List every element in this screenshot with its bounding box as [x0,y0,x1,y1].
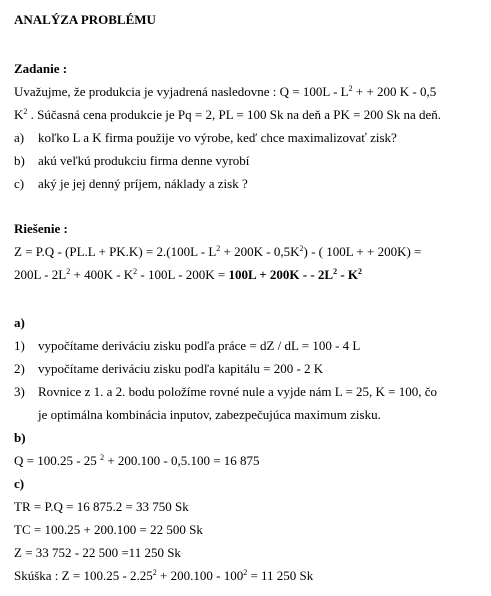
question-text: aký je jej denný príjem, náklady a zisk ? [38,176,248,191]
item-number: 3) [14,384,25,399]
part-b-text-a: Q = 100.25 - 25 [14,453,101,468]
item-number: 2) [14,361,25,376]
profit-function-bold-1: 100L + 200K - - 2L [228,267,334,282]
total-cost-line: TC = 100.25 + 200.100 = 22 500 Sk [14,522,203,537]
question-c [14,176,248,192]
item-text: Rovnice z 1. a 2. bodu položíme rovné nule a vyjde nám L = 25, K = 100, čo [38,384,438,399]
exponent: 2 [23,107,28,116]
exponent: 2 [133,267,138,276]
question-text: koľko L a K firma použije vo výrobe, keď chce maximalizovať zisk? [38,130,397,145]
exponent: 2 [216,244,221,253]
zadanie-text-1b: + + 200 K - 0,5 [352,84,437,99]
question-number: c) [14,176,25,191]
profit-function-bold-2: - K [337,267,359,282]
exponent: 2 [299,244,304,253]
part-b-equation [14,453,260,469]
zadanie-text-line-1 [14,84,436,100]
total-revenue-line: TR = P.Q = 16 875.2 = 33 750 Sk [14,499,189,514]
check-text-c: = 11 250 Sk [247,568,314,583]
part-c-heading: c) [14,476,25,491]
item-text: vypočítame deriváciu zisku podľa práce = dZ / dL = 100 - 4 L [38,338,361,353]
exponent: 2 [348,84,353,93]
riesenie-2b: + 400K - K [70,267,134,282]
part-b-heading: b) [14,430,26,445]
riesenie-1c: ) - ( 100L + + 200K) = [303,244,422,259]
zadanie-heading: Zadanie : [14,61,68,76]
zadanie-text-1: Uvažujme, že produkcia je vyjadrená nasledovne : Q = 100L - L [14,84,349,99]
riesenie-2a: 200L - 2L [14,267,67,282]
riesenie-line-1 [14,244,421,260]
question-b [14,153,249,169]
zadanie-text-2b: . Súčasná cena produkcie je Pq = 2, PL = 100 Sk na deň a PK = 200 Sk na deň. [27,107,442,122]
riesenie-1b: + 200K - 0,5K [220,244,300,259]
riesenie-heading: Riešenie : [14,221,68,236]
item-number: 1) [14,338,25,353]
riesenie-2c: - 100L - 200K = [137,267,229,282]
zadanie-text-2a: K [14,107,24,122]
zadanie-text-line-2 [14,107,441,123]
exponent: 2 [333,267,338,276]
riesenie-line-2 [14,267,362,283]
exponent: 2 [358,267,363,276]
part-a-item-3 [14,384,437,400]
exponent: 2 [152,568,157,577]
page-title: ANALÝZA PROBLÉMU [14,12,156,27]
item-text: vypočítame deriváciu zisku podľa kapitálu = 200 - 2 K [38,361,324,376]
exponent: 2 [66,267,71,276]
part-a-item-3-continuation: je optimálna kombinácia inputov, zabezpečujúca maximum zisku. [38,407,381,422]
check-line [14,568,313,584]
question-number: a) [14,130,25,145]
question-text: akú veľkú produkciu firma denne vyrobí [38,153,250,168]
part-a-heading: a) [14,315,25,330]
part-a-item-1 [14,338,360,354]
part-a-item-2 [14,361,323,377]
riesenie-1a: Z = P.Q - (PL.L + PK.K) = 2.(100L - L [14,244,217,259]
question-number: b) [14,153,25,168]
exponent: 2 [243,568,248,577]
profit-line: Z = 33 752 - 22 500 =11 250 Sk [14,545,181,560]
exponent: 2 [100,453,105,462]
check-text-a: Skúška : Z = 100.25 - 2.25 [14,568,153,583]
question-a [14,130,397,146]
check-text-b: + 200.100 - 100 [156,568,244,583]
part-b-text-b: + 200.100 - 0,5.100 = 16 875 [104,453,260,468]
